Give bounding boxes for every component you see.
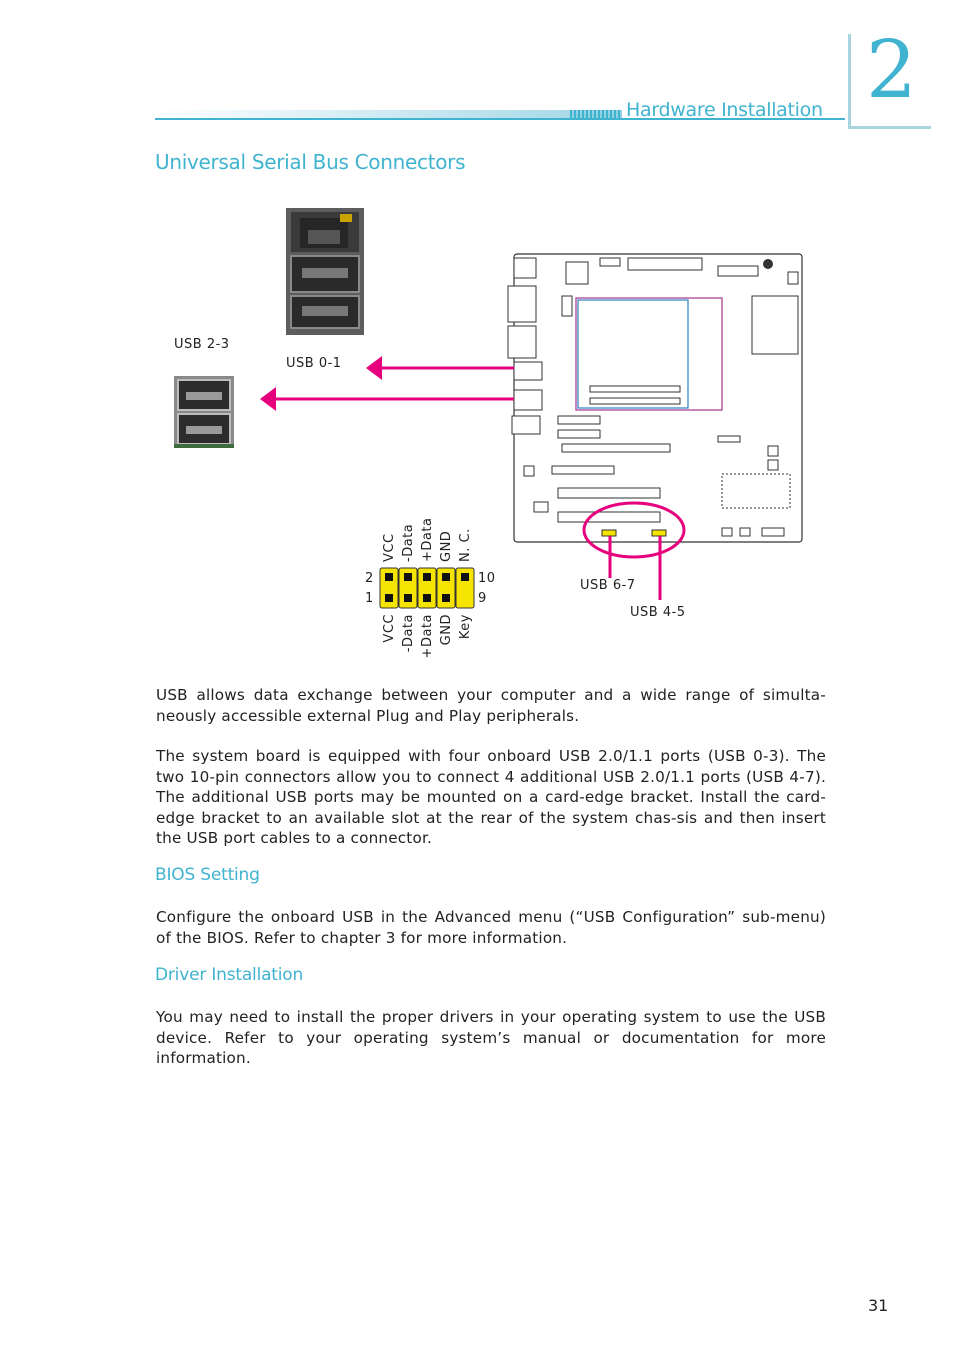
chapter-number: 2: [866, 23, 917, 116]
page-number: 31: [868, 1296, 889, 1315]
pin-number-9: 9: [478, 591, 487, 606]
pin-label-bottom-data-minus: -Data: [401, 614, 416, 653]
driver-paragraph: You may need to install the proper drivers in your operating system to use the USB device. Refer to your operating system’s manual or documentation for more information.: [156, 1008, 826, 1068]
pin-label-top-gnd: GND: [439, 530, 454, 562]
pin-label-top-data-minus: -Data: [401, 523, 416, 562]
pin-label-top-nc: N. C.: [458, 528, 473, 562]
pin-label-top-data-plus: +Data: [420, 517, 435, 562]
bios-setting-heading: BIOS Setting: [155, 865, 260, 885]
pin-label-bottom-data-plus: +Data: [420, 614, 435, 659]
usb23-connector-image: [174, 376, 234, 448]
pin-number-1: 1: [365, 591, 374, 606]
usb23-arrow: [260, 387, 514, 411]
usb01-label: USB 0-1: [286, 356, 342, 371]
pin-label-bottom-gnd: GND: [439, 614, 454, 646]
header-section-title: Hardware Installation: [626, 99, 823, 121]
driver-installation-heading: Driver Installation: [155, 965, 304, 985]
pin-header: [379, 568, 475, 608]
pin-label-top-vcc: VCC: [382, 533, 397, 562]
page-title: Universal Serial Bus Connectors: [155, 150, 466, 174]
pin-label-bottom-vcc: VCC: [382, 614, 397, 643]
pin-number-10: 10: [478, 571, 496, 586]
usb67-label: USB 6-7: [580, 578, 636, 593]
board-paragraph: The system board is equipped with four onboard USB 2.0/1.1 ports (USB 0-3). The two 10-pin connectors allow you to connect 4 additional USB 2.0/1.1 ports (USB 4-7). The additional USB ports may be mounted on a card-edge bracket. Install the card-edge bracket to an available slot at the rear of the system chas-sis and then insert the USB port cables to a connector.: [156, 747, 826, 848]
pin-label-bottom-key: Key: [458, 614, 473, 640]
bios-paragraph: Configure the onboard USB in the Advanced menu (“USB Configuration” sub-menu) of the BIOS. Refer to chapter 3 for more information.: [156, 908, 826, 947]
motherboard-layout: [508, 254, 802, 542]
lan-usb01-connector-image: [286, 208, 364, 335]
usb01-arrow: [366, 356, 514, 380]
intro-paragraph: USB allows data exchange between your computer and a wide range of simulta-neously accessible external Plug and Play peripherals.: [156, 686, 826, 725]
usb45-label: USB 4-5: [630, 605, 686, 620]
pin-number-2: 2: [365, 571, 374, 586]
usb23-label: USB 2-3: [174, 337, 230, 352]
